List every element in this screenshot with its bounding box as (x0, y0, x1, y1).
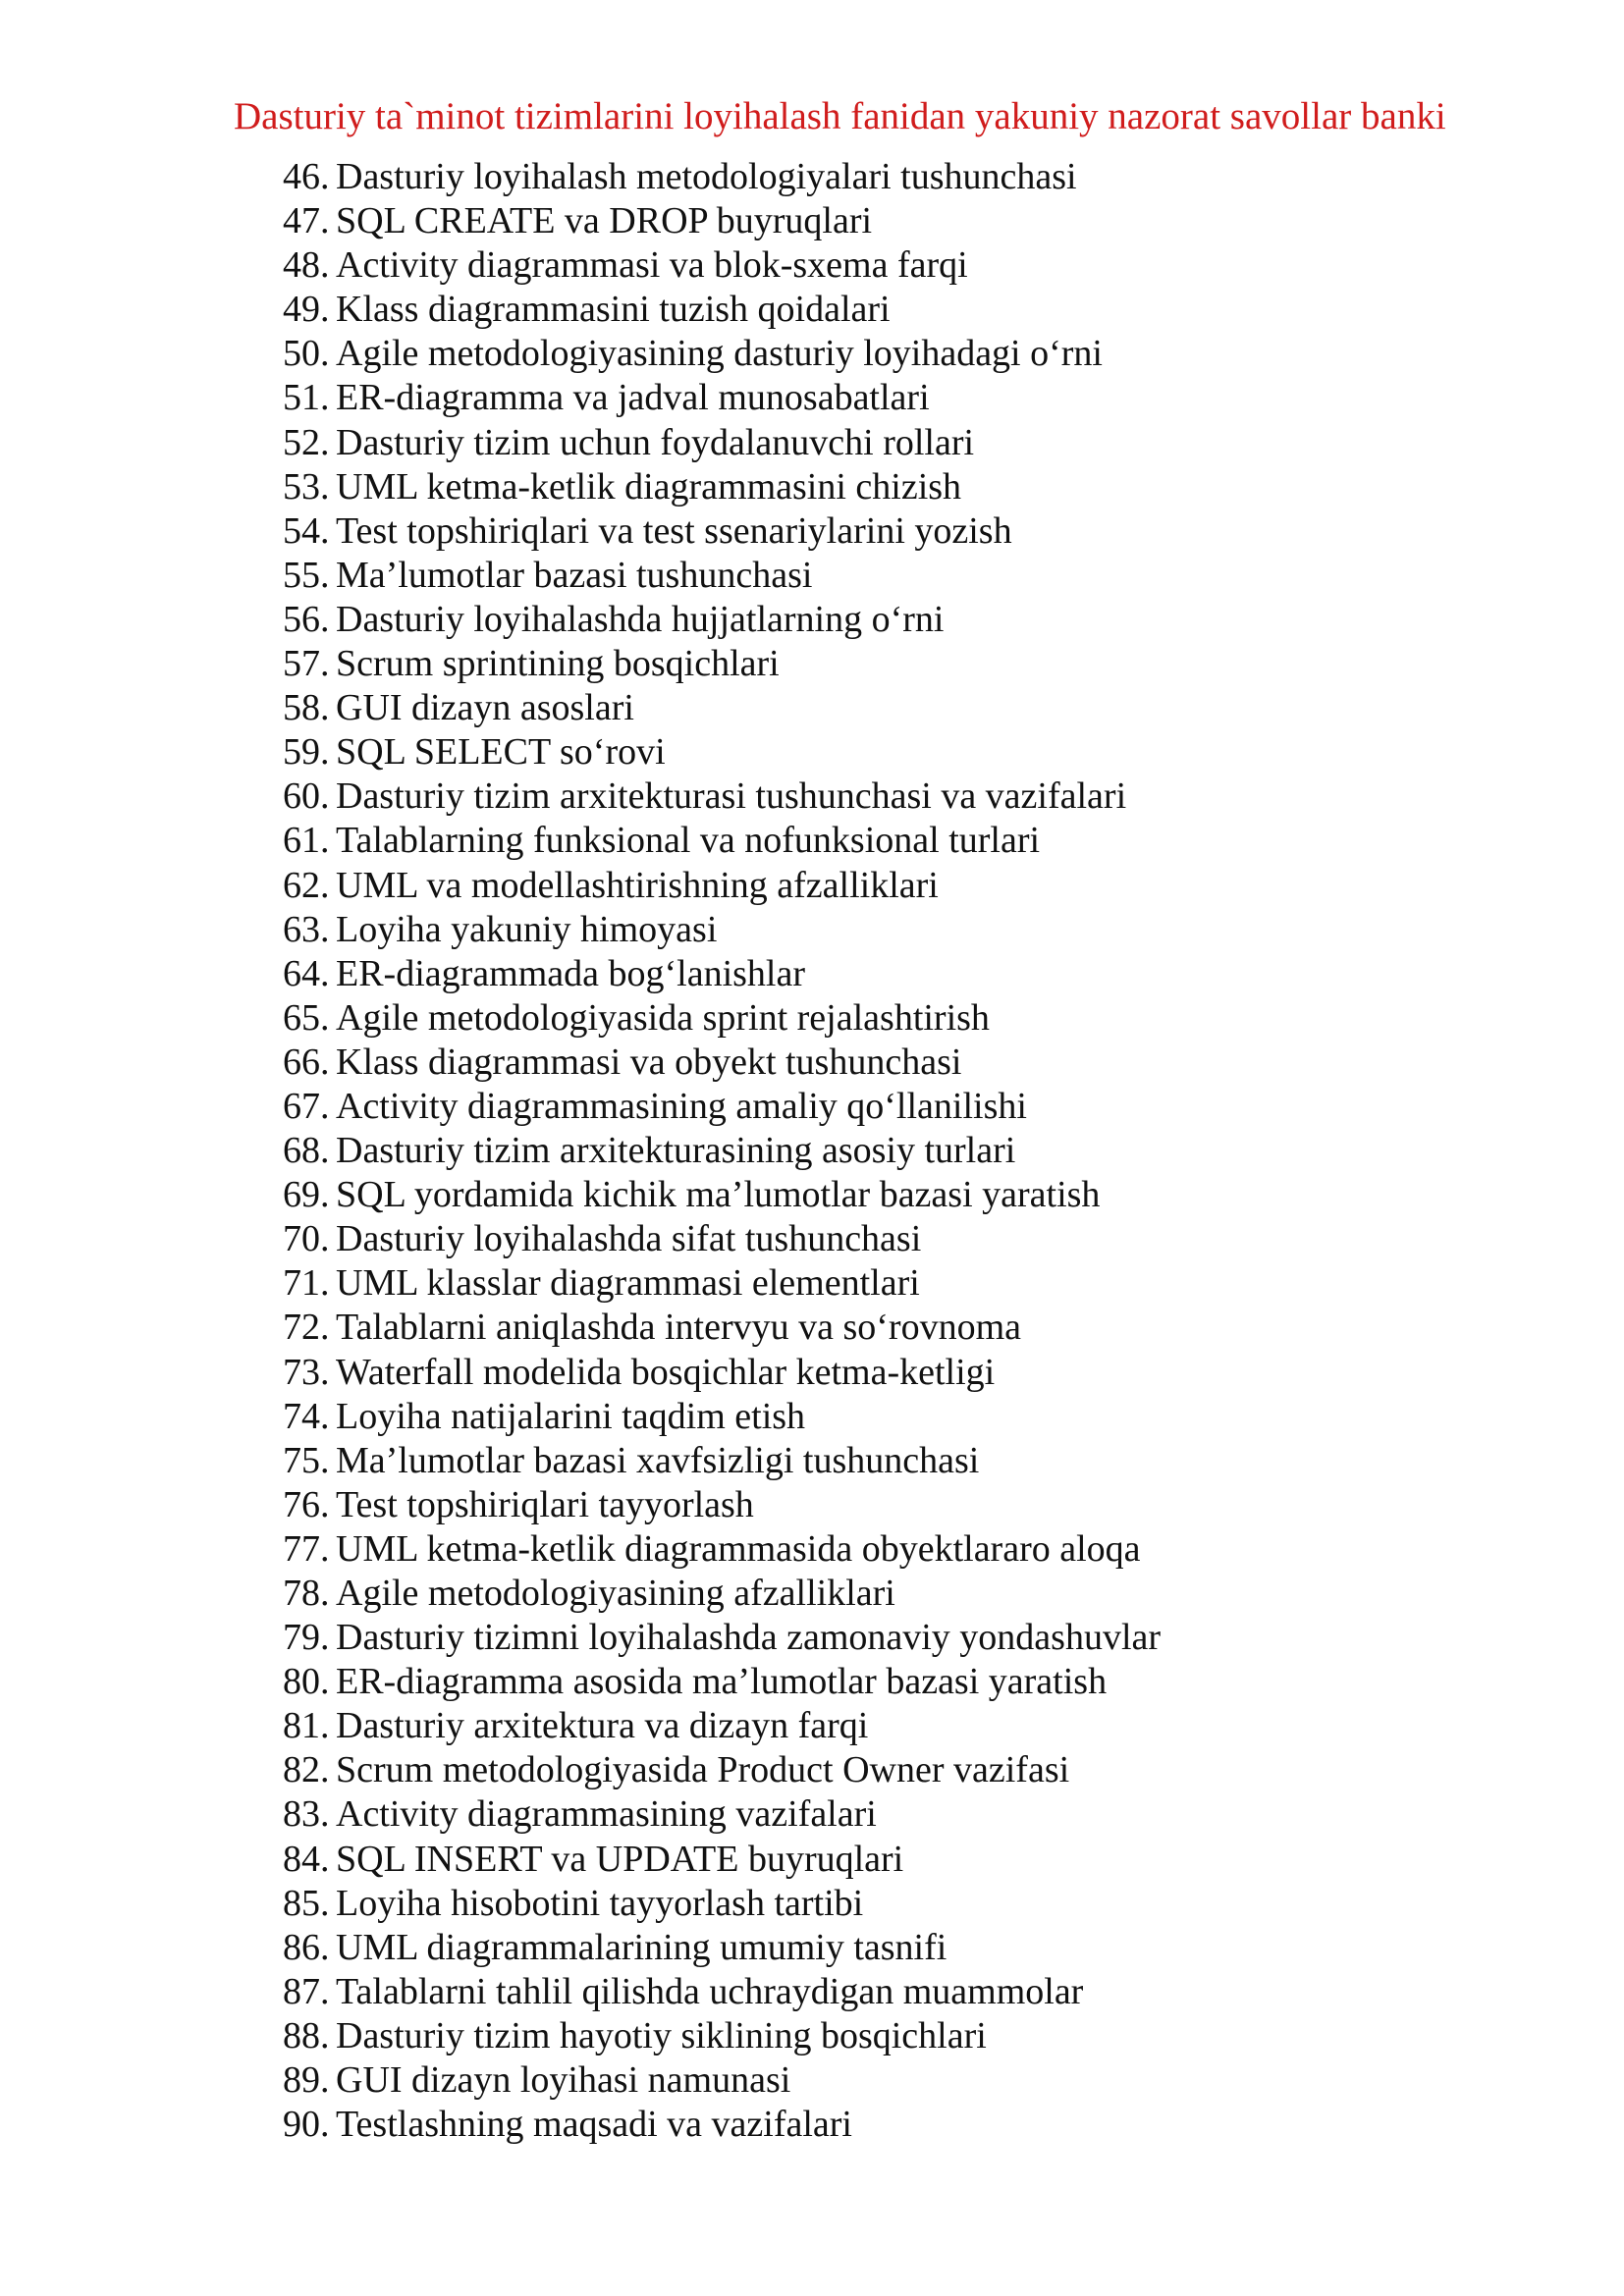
question-item (283, 332, 1559, 376)
question-number: 64. (283, 952, 330, 994)
question-item (283, 509, 1559, 554)
question-text: Activity diagrammasi va blok-sxema farqi (336, 244, 968, 287)
question-number: 90. (283, 2104, 330, 2146)
question-number: 53. (283, 465, 330, 507)
question-text: Scrum metodologiyasida Product Owner vazifasi (336, 1749, 1070, 1791)
question-text: ER-diagramma asosida ma’lumotlar bazasi yaratish (336, 1661, 1108, 1703)
question-number: 74. (283, 1395, 330, 1437)
question-number: 73. (283, 1351, 330, 1393)
question-text: UML ketma-ketlik diagrammasini chizish (336, 465, 962, 507)
question-text: UML va modellashtirishning afzalliklari (336, 864, 939, 906)
question-number: 82. (283, 1749, 330, 1791)
question-number: 55. (283, 554, 330, 596)
question-text: SQL CREATE va DROP buyruqlari (336, 200, 873, 242)
question-number: 88. (283, 2014, 330, 2056)
question-number: 63. (283, 908, 330, 950)
question-number: 46. (283, 156, 330, 197)
question-item (283, 908, 1559, 952)
question-text: Dasturiy loyihalash metodologiyalari tushunchasi (336, 156, 1077, 197)
question-text: Dasturiy loyihalashda hujjatlarning o‘rni (336, 598, 945, 640)
question-number: 78. (283, 1573, 330, 1614)
question-item (283, 1351, 1559, 1395)
question-item (283, 642, 1559, 686)
question-item (283, 2058, 1559, 2103)
question-item (283, 155, 1559, 199)
question-text: UML diagrammalarining umumiy tasnifi (336, 1926, 947, 1968)
question-number: 51. (283, 377, 330, 419)
question-item (283, 1395, 1559, 1439)
question-item (283, 376, 1559, 420)
question-number: 67. (283, 1085, 330, 1127)
question-text: Dasturiy tizim uchun foydalanuvchi rollari (336, 421, 975, 463)
question-item (283, 1173, 1559, 1217)
question-number: 80. (283, 1661, 330, 1703)
question-item (283, 1129, 1559, 1173)
question-number: 79. (283, 1617, 330, 1659)
question-item (283, 1306, 1559, 1350)
question-number: 85. (283, 1882, 330, 1924)
question-text: Dasturiy tizimni loyihalashda zamonaviy yondashuvlar (336, 1617, 1162, 1659)
question-number: 81. (283, 1705, 330, 1747)
question-text: Loyiha natijalarini taqdim etish (336, 1395, 806, 1437)
question-number: 59. (283, 731, 330, 774)
question-number: 52. (283, 421, 330, 463)
question-number: 84. (283, 1838, 330, 1880)
question-text: Activity diagrammasining vazifalari (336, 1793, 877, 1836)
question-number: 62. (283, 864, 330, 906)
question-number: 76. (283, 1483, 330, 1525)
question-item (283, 686, 1559, 730)
question-item (283, 952, 1559, 996)
question-text: Dasturiy tizim arxitekturasi tushunchasi va vazifalari (336, 775, 1127, 818)
question-text: Dasturiy arxitektura va dizayn farqi (336, 1705, 869, 1747)
question-number: 57. (283, 643, 330, 685)
question-number: 65. (283, 996, 330, 1039)
question-number: 87. (283, 1970, 330, 2012)
question-text: ER-diagrammada bog‘lanishlar (336, 952, 806, 994)
question-text: Dasturiy loyihalashda sifat tushunchasi (336, 1218, 922, 1260)
question-text: Agile metodologiyasining afzalliklari (336, 1573, 895, 1614)
question-text: Agile metodologiyasida sprint rejalashtirish (336, 996, 990, 1039)
question-text: Klass diagrammasi va obyekt tushunchasi (336, 1041, 962, 1083)
question-text: Testlashning maqsadi va vazifalari (336, 2104, 852, 2146)
question-text: Talablarni tahlil qilishda uchraydigan muammolar (336, 1970, 1084, 2012)
question-text: SQL yordamida kichik ma’lumotlar bazasi yaratish (336, 1174, 1101, 1216)
question-item (283, 1572, 1559, 1616)
question-item (283, 1882, 1559, 1926)
question-item (283, 465, 1559, 509)
question-item (283, 1527, 1559, 1572)
question-number: 72. (283, 1307, 330, 1349)
question-item (283, 819, 1559, 863)
question-item (283, 1748, 1559, 1792)
question-item (283, 554, 1559, 598)
question-number: 49. (283, 289, 330, 331)
question-text: Loyiha hisobotini tayyorlash tartibi (336, 1882, 864, 1924)
question-number: 56. (283, 598, 330, 640)
question-text: GUI dizayn loyihasi namunasi (336, 2059, 791, 2102)
question-text: UML ketma-ketlik diagrammasida obyektlararo aloqa (336, 1527, 1141, 1570)
question-number: 47. (283, 200, 330, 242)
question-text: Klass diagrammasini tuzish qoidalari (336, 289, 891, 331)
question-item (283, 2014, 1559, 2058)
question-item (283, 1616, 1559, 1660)
question-text: SQL INSERT va UPDATE buyruqlari (336, 1838, 904, 1880)
question-number: 70. (283, 1218, 330, 1260)
question-text: ER-diagramma va jadval munosabatlari (336, 377, 930, 419)
question-item (283, 1439, 1559, 1483)
question-text: Test topshiriqlari va test ssenariylarini yozish (336, 509, 1012, 552)
question-number: 60. (283, 775, 330, 818)
question-text: Dasturiy tizim arxitekturasining asosiy turlari (336, 1130, 1016, 1172)
question-text: UML klasslar diagrammasi elementlari (336, 1262, 920, 1305)
question-item (283, 2103, 1559, 2147)
question-item (283, 1792, 1559, 1837)
question-text: GUI dizayn asoslari (336, 687, 634, 729)
question-item (283, 1838, 1559, 1882)
question-number: 68. (283, 1130, 330, 1172)
question-number: 54. (283, 509, 330, 552)
question-number: 83. (283, 1793, 330, 1836)
question-number: 61. (283, 820, 330, 862)
question-item (283, 864, 1559, 908)
question-item (283, 1483, 1559, 1527)
question-text: Talablarni aniqlashda intervyu va so‘rovnoma (336, 1307, 1022, 1349)
question-item (283, 1926, 1559, 1970)
question-item (283, 996, 1559, 1041)
question-text: Dasturiy tizim hayotiy siklining bosqichlari (336, 2014, 987, 2056)
question-item (283, 598, 1559, 642)
question-text: SQL SELECT so‘rovi (336, 731, 666, 774)
question-item (283, 421, 1559, 465)
question-item (283, 199, 1559, 243)
question-item (283, 1704, 1559, 1748)
question-text: Loyiha yakuniy himoyasi (336, 908, 718, 950)
question-number: 50. (283, 333, 330, 375)
question-number: 48. (283, 244, 330, 287)
question-text: Talablarning funksional va nofunksional turlari (336, 820, 1041, 862)
question-number: 86. (283, 1926, 330, 1968)
question-item (283, 1217, 1559, 1261)
question-item (283, 774, 1559, 819)
question-item (283, 730, 1559, 774)
question-text: Waterfall modelida bosqichlar ketma-ketligi (336, 1351, 996, 1393)
question-number: 89. (283, 2059, 330, 2102)
question-number: 66. (283, 1041, 330, 1083)
question-item (283, 243, 1559, 288)
question-list (283, 155, 1559, 2147)
question-number: 75. (283, 1439, 330, 1481)
question-item (283, 1041, 1559, 1085)
question-text: Test topshiriqlari tayyorlash (336, 1483, 754, 1525)
question-text: Agile metodologiyasining dasturiy loyihadagi o‘rni (336, 333, 1103, 375)
question-text: Ma’lumotlar bazasi xavfsizligi tushunchasi (336, 1439, 980, 1481)
question-item (283, 1660, 1559, 1704)
question-item (283, 1261, 1559, 1306)
question-text: Scrum sprintining bosqichlari (336, 643, 780, 685)
question-item (283, 288, 1559, 332)
question-number: 71. (283, 1262, 330, 1305)
question-text: Ma’lumotlar bazasi tushunchasi (336, 554, 813, 596)
question-text: Activity diagrammasining amaliy qo‘llanilishi (336, 1085, 1027, 1127)
question-number: 69. (283, 1174, 330, 1216)
question-item (283, 1970, 1559, 2014)
question-item (283, 1085, 1559, 1129)
page-title: Dasturiy ta`minot tizimlarini loyihalash fanidan yakuniy nazorat savollar banki (234, 95, 1446, 137)
question-number: 58. (283, 687, 330, 729)
question-number: 77. (283, 1527, 330, 1570)
